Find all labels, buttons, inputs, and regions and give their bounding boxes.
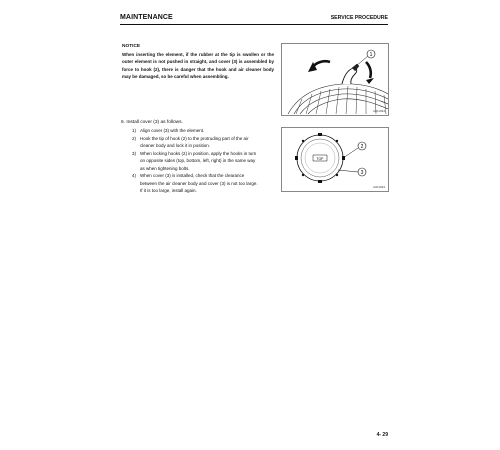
- page-number: 4- 29: [376, 432, 388, 438]
- figure-hook-detail: [281, 43, 389, 116]
- substep-line: When cover (3) is installed, check that the clearance: [140, 173, 245, 178]
- arrow-right-head: [366, 78, 374, 84]
- notice-body: When inserting the element, if the rubber at the tip is swollen or the outer element is not pushed in straight, and cover (3) is assembled by force to hook (2), there is danger that the hook and air cleaner body may be damaged, so be careful when assembling.: [122, 52, 274, 79]
- callout-label-2: 2: [360, 144, 364, 150]
- figure1-code: A001994: [372, 109, 385, 113]
- cover-drawing: [282, 128, 388, 191]
- substep-line: If it is too large, install again.: [140, 188, 197, 193]
- substep-line: Align cover (3) with the element.: [140, 128, 205, 133]
- substep-line: on opposite sides (top, bottom, left, right) in the same way: [140, 158, 256, 163]
- substep-line: cleaner body and lock it in position.: [140, 143, 211, 148]
- substep-number: 4): [132, 173, 137, 178]
- step-6-heading: [121, 120, 183, 125]
- callout-label-3: 3: [360, 170, 364, 176]
- substep-number: 2): [132, 135, 137, 141]
- header-rule: [120, 24, 388, 25]
- callout-leader-2: [343, 148, 358, 158]
- callout-leader-1: [356, 56, 368, 66]
- substep-2: [132, 135, 274, 150]
- substep-list: [132, 127, 274, 195]
- substep-line: When locking hooks (2) in position, apply the hooks in turn: [140, 150, 257, 156]
- top-mark-label: TOP: [316, 156, 324, 161]
- substep-number: 3): [132, 150, 137, 156]
- step-number: 6.: [121, 120, 126, 125]
- figure2-code: A001993: [372, 185, 385, 189]
- figure-cover-hooks: [281, 127, 389, 192]
- substep-number: 1): [132, 128, 137, 133]
- substep-3: [132, 150, 274, 173]
- substep-line: Hook the tip of hook (2) to the protruding part of the air: [140, 135, 249, 141]
- substep-line: between the air cleaner body and cover (3) is not too large.: [140, 180, 258, 186]
- arrow-right: [366, 62, 371, 78]
- notice-title: NOTICE: [122, 44, 141, 49]
- chapter-title: SERVICE PROCEDURE: [330, 15, 388, 21]
- section-title: MAINTENANCE: [120, 14, 173, 21]
- substep-4: [132, 172, 274, 195]
- substep-1: [132, 127, 274, 135]
- step-text: Install cover (3) as follows.: [126, 120, 183, 125]
- substep-line: as when tightening bolts.: [140, 165, 190, 171]
- hook-detail-drawing: [282, 44, 388, 115]
- callout-label-1: 1: [369, 52, 373, 58]
- callout-leader-3: [338, 170, 358, 172]
